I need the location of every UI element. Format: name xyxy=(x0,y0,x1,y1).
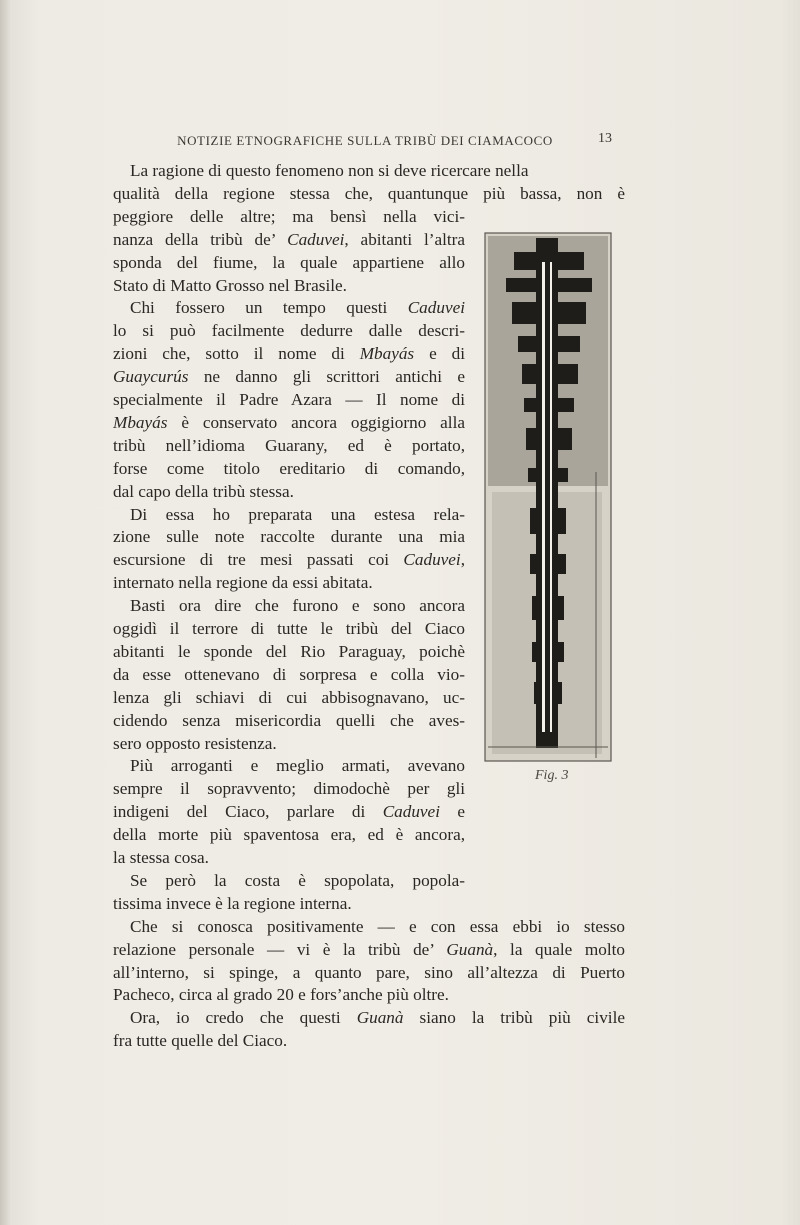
text-line: specialmente il Padre Azara — Il nome di xyxy=(113,390,465,409)
text-line: peggiore delle altre; ma bensì nella vici- xyxy=(113,206,465,226)
text-line: Se però la costa è spopolata, popola- xyxy=(130,870,465,890)
text-line: nanza della tribù de’ Caduvei, abitanti l’altra xyxy=(113,229,465,249)
text-line: Che si conosca positivamente — e con essa ebbi io stesso xyxy=(130,916,625,936)
text-line: Guaycurús ne danno gli scrittori antichi e xyxy=(113,367,465,387)
text-line: Ora, io credo che questi Guanà siano la tribù più civile xyxy=(130,1008,625,1028)
text-line: tissima invece è la regione interna. xyxy=(113,893,352,913)
text-line: all’interno, si spinge, a quanto pare, sino all’altezza di Puerto xyxy=(113,962,625,982)
text-line: tribù nell’idioma Guarany, ed è portato, xyxy=(113,435,465,455)
text-line: sero opposto resistenza. xyxy=(113,733,277,753)
book-binding-edge xyxy=(0,0,12,1225)
page-number: 13 xyxy=(598,131,612,146)
text-line: Stato di Matto Grosso nel Brasile. xyxy=(113,275,347,295)
figure-3-illustration xyxy=(484,232,612,762)
text-line: Più arroganti e meglio armati, avevano xyxy=(130,756,465,776)
text-line: Chi fossero un tempo questi Caduvei xyxy=(130,298,465,318)
text-line: La ragione di questo fenomeno non si deve ricercare nella xyxy=(130,161,529,180)
text-line: Mbayás è conservato ancora oggigiorno alla xyxy=(113,412,465,432)
text-line: cidendo senza misericordia quelli che aves- xyxy=(113,710,465,730)
text-line: della morte più spaventosa era, ed è ancora, xyxy=(113,825,465,845)
text-line: qualità della regione stessa che, quantunque più bassa, non è xyxy=(113,183,625,203)
text-line: oggidì il terrore di tutte le tribù del Ciaco xyxy=(113,619,465,638)
text-line: zione sulle note raccolte durante una mia xyxy=(113,527,465,547)
text-line: dal capo della tribù stessa. xyxy=(113,481,294,501)
text-line: Di essa ho preparata una estesa rela- xyxy=(130,504,465,524)
text-line: lo si può facilmente dedurre dalle descri- xyxy=(113,321,465,341)
text-line: Basti ora dire che furono e sono ancora xyxy=(130,596,465,616)
text-line: zioni che, sotto il nome di Mbayás e di xyxy=(113,344,465,364)
text-line: abitanti le sponde del Rio Paraguay, poichè xyxy=(113,641,465,661)
text-line: relazione personale — vi è la tribù de’ Guanà, la quale molto xyxy=(113,939,625,959)
running-header: NOTIZIE ETNOGRAFICHE SULLA TRIBÙ DEI CIAMACOCO xyxy=(177,133,553,148)
text-line: internato nella regione da essi abitata. xyxy=(113,573,373,593)
text-line: sempre il sopravvento; dimodochè per gli xyxy=(113,779,465,799)
text-line: forse come titolo ereditario di comando, xyxy=(113,458,465,478)
figure-caption: Fig. 3 xyxy=(535,768,569,783)
text-line: sponda del fiume, la quale appartiene allo xyxy=(113,252,465,272)
text-line: escursione di tre mesi passati coi Caduvei, xyxy=(113,550,465,570)
text-line: lenza gli schiavi di cui abbisognavano, uc- xyxy=(113,687,465,707)
text-line: Pacheco, circa al grado 20 e fors’anche più oltre. xyxy=(113,985,449,1005)
text-line: fra tutte quelle del Ciaco. xyxy=(113,1031,288,1051)
text-line: indigeni del Ciaco, parlare di Caduvei e xyxy=(113,802,465,822)
text-line: da esse ottenevano di sorpresa e colla vio- xyxy=(113,664,465,684)
text-line: la stessa cosa. xyxy=(113,848,209,867)
